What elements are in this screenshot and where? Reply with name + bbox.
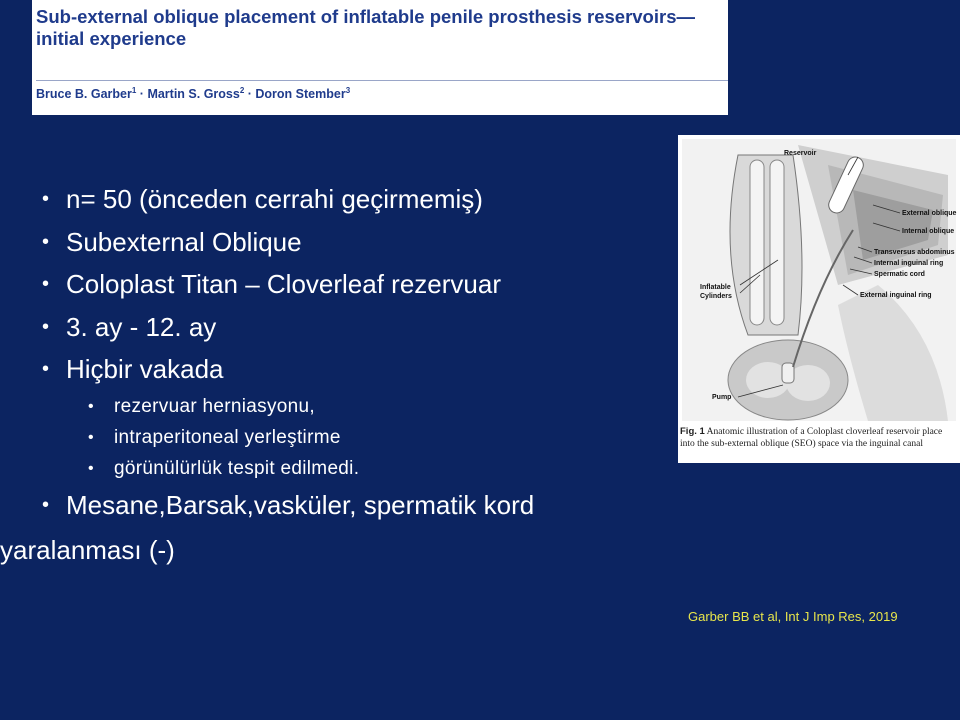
bullet-text: 3. ay - 12. ay	[66, 311, 217, 342]
figure-caption-line: into the sub-external oblique (SEO) space via the inguinal canal	[680, 439, 923, 449]
bullet-text: Hiçbir vakada	[66, 354, 224, 384]
bullet-text: Coloplast Titan – Cloverleaf rezervuar	[66, 269, 501, 299]
bullet-continuation: yaralanması (-)	[0, 535, 175, 565]
author-separator: ·	[136, 87, 148, 102]
bullet-text: Subexternal Oblique	[66, 226, 302, 257]
figure-label-spermatic-cord: Spermatic cord	[874, 271, 925, 278]
figure-label-cylinders: Cylinders	[700, 293, 732, 300]
sub-bullet-text: intraperitoneal yerleştirme	[114, 426, 341, 448]
figure-caption	[680, 426, 960, 450]
paper-header	[32, 0, 728, 115]
figure-caption-text: Anatomic illustration of a Coloplast cloverleaf reservoir place	[706, 427, 943, 437]
bullet-glyph: •	[88, 428, 94, 446]
paper-authors	[36, 86, 350, 101]
figure-caption-label: Fig. 1	[680, 426, 705, 437]
figure-caption-line	[680, 426, 960, 438]
bullet-glyph: •	[42, 188, 50, 210]
bullet-list	[0, 178, 660, 571]
author-affiliation: 1	[131, 86, 137, 95]
bullet-item	[40, 348, 660, 391]
author-separator: ·	[244, 87, 256, 102]
figure-label-internal-oblique: Internal oblique	[902, 228, 955, 235]
sub-bullet-item	[40, 453, 660, 484]
figure-label-internal-ring: Internal inguinal ring	[874, 260, 944, 267]
author-name: Bruce B. Garber	[36, 87, 132, 102]
bullet-glyph: •	[42, 273, 50, 295]
bullet-item	[40, 306, 660, 349]
figure-label-transversus: Transversus abdominus	[874, 249, 955, 256]
figure-label-external-ring: External inguinal ring	[860, 292, 932, 299]
bullet-item	[40, 178, 660, 221]
sub-bullet-item	[40, 391, 660, 422]
author-name: Doron Stember	[255, 87, 346, 102]
bullet-glyph: •	[88, 397, 94, 415]
figure-label-pump: Pump	[712, 394, 732, 401]
anatomy-figure	[678, 135, 960, 463]
bullet-item	[40, 484, 660, 527]
sub-bullet-text: görünülürlük tespit edilmedi.	[114, 457, 360, 479]
bullet-text: Mesane,Barsak,vasküler, spermatik kord	[66, 489, 535, 520]
figure-label-external-oblique: External oblique	[902, 210, 957, 217]
citation: Garber BB et al, Int J Imp Res, 2019	[688, 609, 898, 624]
figure-label-inflatable: Inflatable	[700, 284, 731, 291]
bullet-glyph: •	[42, 230, 50, 253]
bullet-glyph: •	[42, 493, 50, 516]
anatomy-illustration	[678, 135, 960, 425]
author-name: Martin S. Gross	[147, 87, 240, 102]
author-affiliation: 3	[345, 86, 351, 95]
bullet-item	[40, 221, 660, 264]
bullet-glyph: •	[88, 459, 94, 477]
author-affiliation: 2	[239, 86, 245, 95]
bullet-item	[40, 263, 660, 306]
figure-label-reservoir: Reservoir	[784, 150, 817, 157]
header-divider	[36, 80, 728, 81]
paper-title: Sub-external oblique placement of inflatable penile prosthesis reservoirs—initial experience	[36, 6, 695, 49]
sub-bullet-text: rezervuar herniasyonu,	[114, 395, 315, 417]
bullet-text: n= 50 (önceden cerrahi geçirmemiş)	[66, 184, 483, 214]
bullet-glyph: •	[42, 315, 50, 338]
sub-bullet-item	[40, 422, 660, 453]
bullet-glyph: •	[42, 358, 50, 380]
